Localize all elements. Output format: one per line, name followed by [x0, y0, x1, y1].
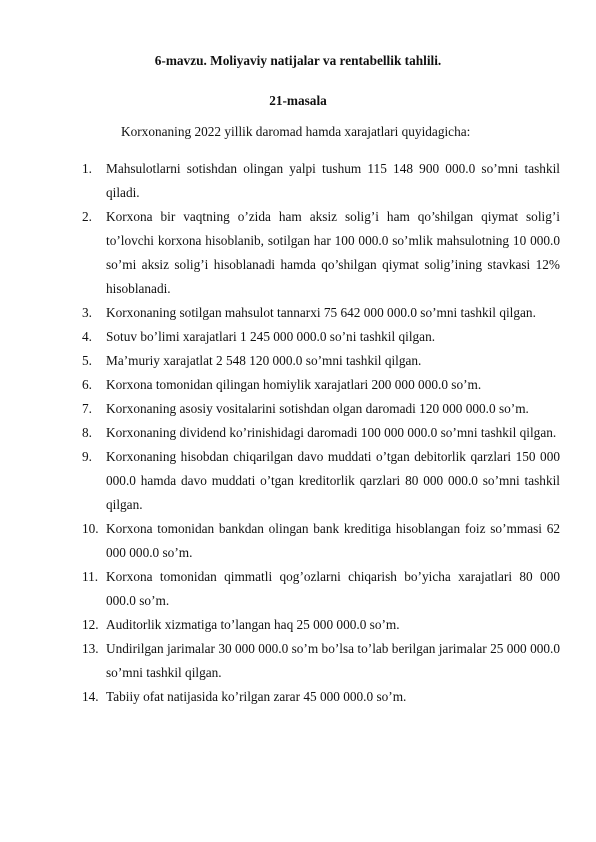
list-item-text: Korxonaning hisobdan chiqarilgan davo muddati o’tgan debitorlik qarzlari 150 000 000.0 hamda davo muddati o’tgan kreditorlik qarzlari 80 000 000.0 so’mni tashkil qilgan. — [106, 449, 560, 512]
list-item — [82, 301, 560, 325]
list-item-text: Auditorlik xizmatiga to’langan haq 25 000 000.0 so’m. — [106, 617, 400, 632]
intro-paragraph: Korxonaning 2022 yillik daromad hamda xarajatlari quyidagicha: — [121, 124, 471, 139]
list-item-text: Mahsulotlarni sotishdan olingan yalpi tushum 115 148 900 000.0 so’mni tashkil qiladi. — [106, 161, 560, 200]
list-item-number: 5. — [82, 353, 92, 368]
list-item — [82, 685, 560, 709]
list-item-text: Undirilgan jarimalar 30 000 000.0 so’m bo’lsa to’lab berilgan jarimalar 25 000 000.0 so’mni tashkil qilgan. — [106, 641, 560, 680]
list-item — [82, 613, 560, 637]
list-item-text: Ma’muriy xarajatlat 2 548 120 000.0 so’mni tashkil qilgan. — [106, 353, 422, 368]
list-item — [82, 157, 560, 205]
list-item — [82, 445, 560, 517]
list-item-number: 12. — [82, 617, 99, 632]
list-item-text: Korxonaning sotilgan mahsulot tannarxi 75 642 000 000.0 so’mni tashkil qilgan. — [106, 305, 536, 320]
list-item — [82, 373, 560, 397]
list-item-number: 6. — [82, 377, 92, 392]
list-item — [82, 517, 560, 565]
list-item-number: 7. — [82, 401, 92, 416]
list-item-text: Korxonaning asosiy vositalarini sotishdan olgan daromadi 120 000 000.0 so’m. — [106, 401, 529, 416]
list-item-number: 11. — [82, 569, 99, 584]
list-item-number: 9. — [82, 449, 92, 464]
document-title: 6-mavzu. Moliyaviy natijalar va rentabellik tahlili. — [154, 53, 442, 68]
list-item-text: Korxonaning dividend ko’rinishidagi daromadi 100 000 000.0 so’mni tashkil qilgan. — [106, 425, 557, 440]
list-item — [82, 205, 560, 301]
list-item-text: Sotuv bo’limi xarajatlari 1 245 000 000.0 so’ni tashkil qilgan. — [106, 329, 436, 344]
list-item-number: 2. — [82, 209, 92, 224]
list-item — [82, 349, 560, 373]
list-item-text: Korxona bir vaqtning o’zida ham aksiz solig’i ham qo’shilgan qiymat solig’i to’lovchi korxona hisoblanib, sotilgan har 100 000.0 so’mlik mahsulotning 10 000.0 so’mi aksiz solig’i hisoblanadi hamda qo’shilgan qiymat solig’ining stavkasi 12% hisoblanadi. — [106, 209, 560, 296]
list-item-text: Korxona tomonidan qilingan homiylik xarajatlari 200 000 000.0 so’m. — [106, 377, 482, 392]
list-item — [82, 325, 560, 349]
list-item — [82, 637, 560, 685]
list-item-number: 14. — [82, 689, 99, 704]
list-item-number: 3. — [82, 305, 92, 320]
problem-number: 21-masala — [269, 93, 327, 108]
list-item-text: Tabiiy ofat natijasida ko’rilgan zarar 45 000 000.0 so’m. — [106, 689, 407, 704]
list-item-number: 4. — [82, 329, 92, 344]
list-item-text: Korxona tomonidan qimmatli qog’ozlarni chiqarish bo’yicha xarajatlari 80 000 000.0 so’m. — [106, 569, 560, 608]
list-item — [82, 397, 560, 421]
list-item — [82, 565, 560, 613]
numbered-list — [82, 157, 560, 709]
list-item-number: 1. — [82, 161, 92, 176]
list-item-number: 13. — [82, 641, 99, 656]
list-item — [82, 421, 560, 445]
list-item-number: 10. — [82, 521, 99, 536]
list-item-number: 8. — [82, 425, 92, 440]
list-item-text: Korxona tomonidan bankdan olingan bank kreditiga hisoblangan foiz so’mmasi 62 000 000.0 so’m. — [106, 521, 560, 560]
